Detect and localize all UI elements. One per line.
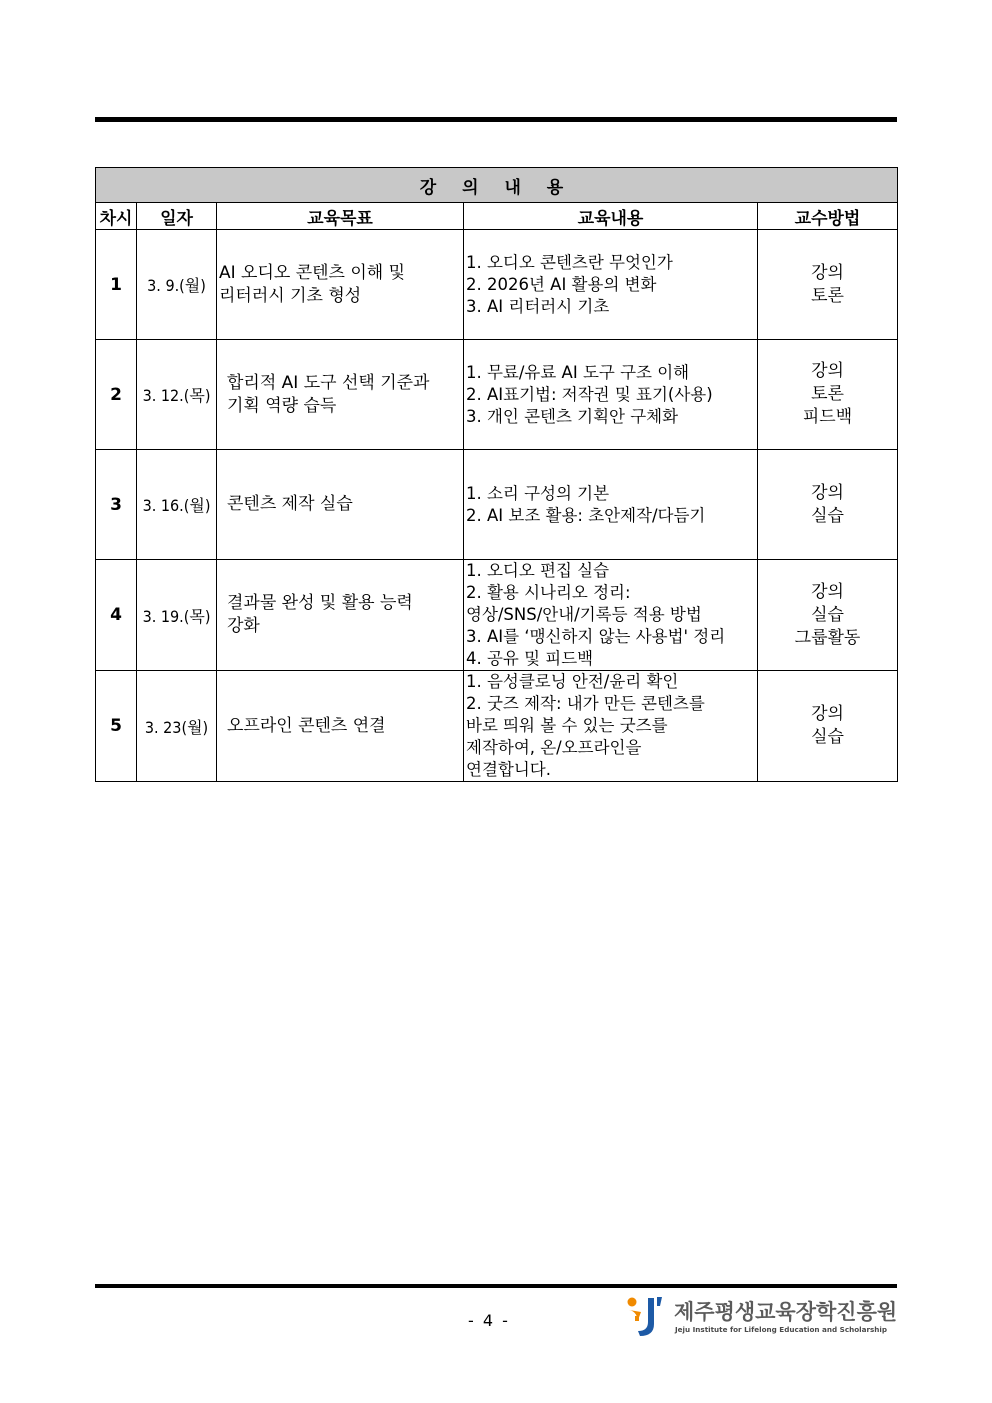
table-title: 강 의 내 용 — [96, 168, 898, 203]
table-row — [96, 560, 898, 671]
session-content: 1. 무료/유료 AI 도구 구조 이해 2. AI표기법: 저작권 및 표기(사용) 3. 개인 콘텐츠 기획안 구체화 — [464, 340, 758, 450]
table-row — [96, 230, 898, 340]
session-method: 강의 실습 — [758, 671, 898, 782]
header-date: 일자 — [137, 203, 217, 230]
header-method: 교수방법 — [758, 203, 898, 230]
table-row — [96, 450, 898, 560]
session-goal: 오프라인 콘텐츠 연결 — [217, 671, 464, 782]
session-goal: 결과물 완성 및 활용 능력 강화 — [217, 560, 464, 671]
header-content: 교육내용 — [464, 203, 758, 230]
table-header-row — [96, 203, 898, 230]
session-number: 3 — [96, 450, 137, 560]
organization-logo — [624, 1294, 899, 1340]
session-goal: 콘텐츠 제작 실습 — [217, 450, 464, 560]
session-method: 강의 토론 — [758, 230, 898, 340]
session-content: 1. 소리 구성의 기본 2. AI 보조 활용: 초안제작/다듬기 — [464, 450, 758, 560]
footer-rule — [95, 1284, 897, 1288]
session-goal: AI 오디오 콘텐츠 이해 및 리터러시 기초 형성 — [217, 230, 464, 340]
table-row — [96, 340, 898, 450]
session-goal: 합리적 AI 도구 선택 기준과 기획 역량 습득 — [217, 340, 464, 450]
organization-name: 제주평생교육장학진흥원 — [674, 1300, 898, 1324]
header-goal: 교육목표 — [217, 203, 464, 230]
table-row — [96, 671, 898, 782]
session-content: 1. 음성클로닝 안전/윤리 확인 2. 굿즈 제작: 내가 만든 콘텐츠를 바로 띄워 볼 수 있는 굿즈를 제작하여, 온/오프라인을 연결합니다. — [464, 671, 758, 782]
session-date: 3. 16.(월) — [137, 450, 217, 560]
organization-name-en: Jeju Institute for Lifelong Education and Scholarship — [675, 1325, 887, 1334]
session-date: 3. 23(월) — [137, 671, 217, 782]
header-rule — [95, 117, 897, 122]
table-title-row — [96, 168, 898, 203]
session-method: 강의 토론 피드백 — [758, 340, 898, 450]
session-method: 강의 실습 그룹활동 — [758, 560, 898, 671]
jeju-logo-icon — [624, 1294, 668, 1340]
session-content: 1. 오디오 콘텐츠란 무엇인가 2. 2026년 AI 활용의 변화 3. AI 리터러시 기초 — [464, 230, 758, 340]
session-date: 3. 19.(목) — [137, 560, 217, 671]
lecture-schedule-table — [95, 167, 898, 782]
session-method: 강의 실습 — [758, 450, 898, 560]
header-session: 차시 — [96, 203, 137, 230]
session-date: 3. 12.(목) — [137, 340, 217, 450]
session-content: 1. 오디오 편집 실습 2. 활용 시나리오 정리: 영상/SNS/안내/기록등 적용 방법 3. AI를 ‘맹신하지 않는 사용법' 정리 4. 공유 및 피드백 — [464, 560, 758, 671]
session-number: 2 — [96, 340, 137, 450]
page-number: - 4 - — [468, 1311, 510, 1330]
session-number: 1 — [96, 230, 137, 340]
session-date: 3. 9.(월) — [137, 230, 217, 340]
session-number: 4 — [96, 560, 137, 671]
session-number: 5 — [96, 671, 137, 782]
